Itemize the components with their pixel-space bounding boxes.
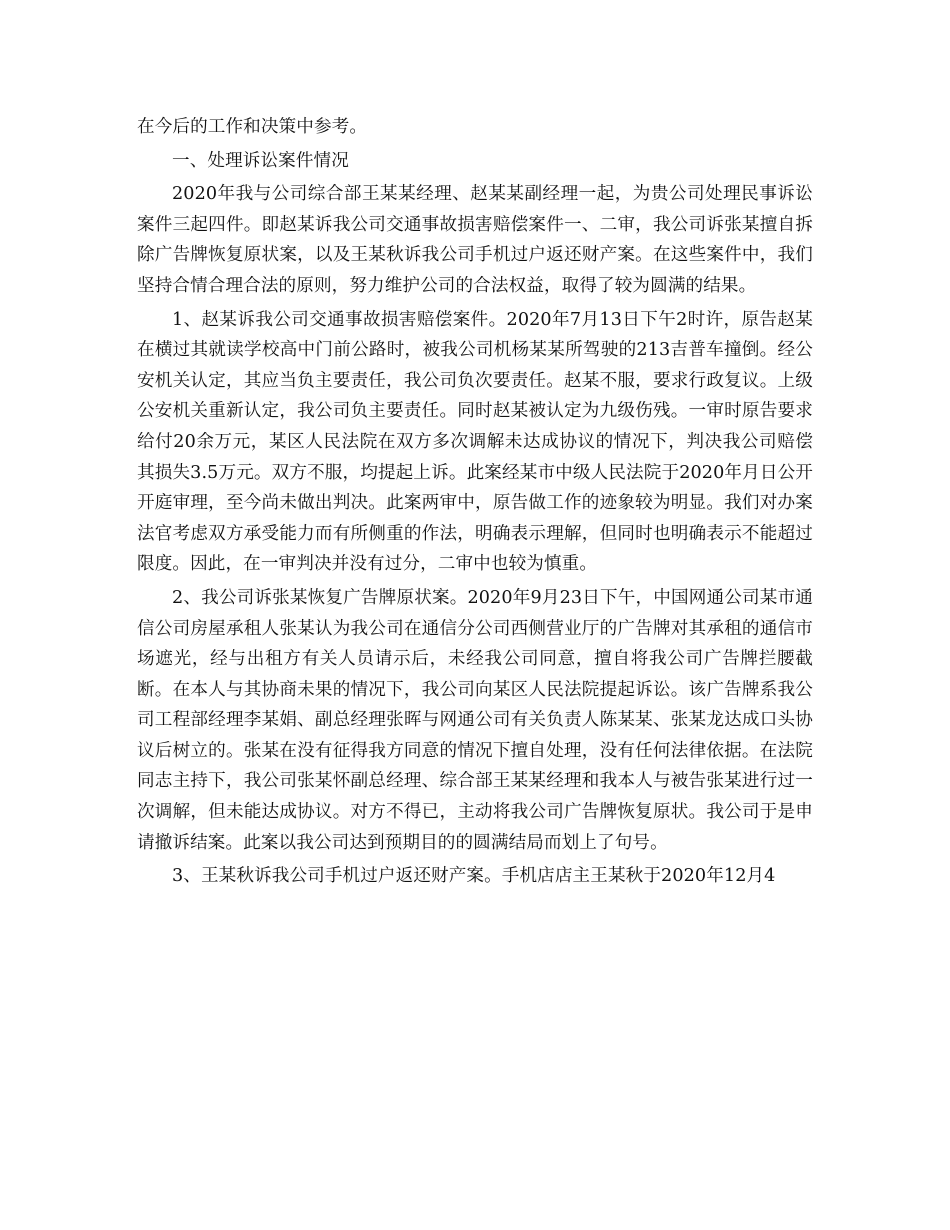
paragraph-case-3: 3、王某秋诉我公司手机过户返还财产案。手机店店主王某秋于2020年12月4 <box>172 866 776 887</box>
paragraph-continuation: 在今后的工作和决策中参考。 <box>137 117 368 137</box>
paragraph-case-2: 2、我公司诉张某恢复广告牌原状案。2020年9月23日下午，中国网通公司某市通信公司房屋承租人张某认为我公司在通信分公司西侧营业厅的广告牌对其承租的通信市场遮光，经与出租方有关人员请示后，未经我公司同意，擅自将我公司广告牌拦腰截断。在本人与其协商未果的情况下，我公司向某区人民法院提起诉讼。该广告牌系我公司工程部经理李某娟、副总经理张晖与网通公司有关负责人陈某某、张某龙达成口头协议后树立的。张某在没有征得我方同意的情况下擅自处理，没有任何法律依据。在法院同志主持下，我公司张某怀副总经理、综合部王某某经理和我本人与被告张某进行过一次调解，但未能达成协议。对方不得已，主动将我公司广告牌恢复原状。我公司于是申请撤诉结案。此案以我公司达到预期目的的圆满结局而划上了句号。 <box>137 587 813 853</box>
paragraph-overview: 2020年我与公司综合部王某某经理、赵某某副经理一起，为贵公司处理民事诉讼案件三起四件。即赵某诉我公司交通事故损害赔偿案件一、二审，我公司诉张某擅自拆除广告牌恢复原状案，以及王某秋诉我公司手机过户返还财产案。在这些案件中，我们坚持合情合理合法的原则，努力维护公司的合法权益，取得了较为圆满的结果。 <box>137 184 813 296</box>
paragraph-case-1: 1、赵某诉我公司交通事故损害赔偿案件。2020年7月13日下午2时许，原告赵某在横过其就读学校高中门前公路时，被我公司机杨某某所驾驶的213吉普车撞倒。经公安机关认定，其应当负主要责任，我公司负次要责任。赵某不服，要求行政复议。上级公安机关重新认定，我公司负主要责任。同时赵某被认定为九级伤残。一审时原告要求给付20余万元，某区人民法院在双方多次调解未达成协议的情况下，判决我公司赔偿其损失3.5万元。双方不服，均提起上诉。此案经某市中级人民法院于2020年月日公开开庭审理，至今尚未做出判决。此案两审中，原告做工作的迹象较为明显。我们对办案法官考虑双方承受能力而有所侧重的作法，明确表示理解，但同时也明确表示不能超过限度。因此，在一审判决并没有过分，二审中也较为慎重。 <box>137 309 813 575</box>
section-heading-litigation: 一、处理诉讼案件情况 <box>172 150 349 171</box>
